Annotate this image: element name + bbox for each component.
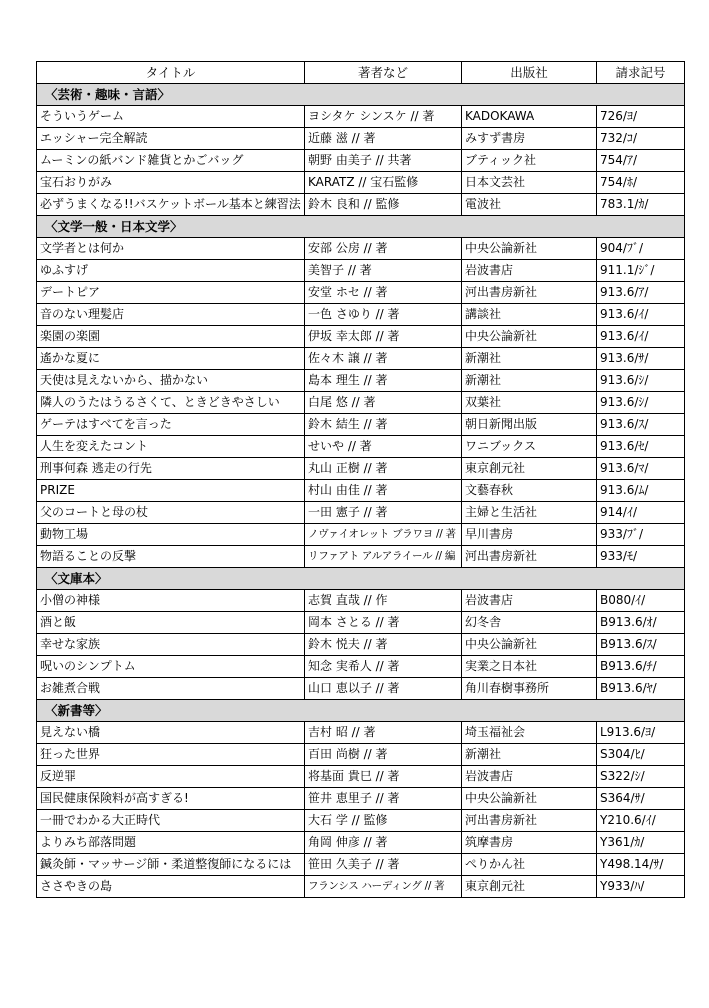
publisher-cell: 中央公論新社 (462, 326, 597, 348)
publisher-cell: 新潮社 (462, 744, 597, 766)
header-call-number: 請求記号 (597, 62, 685, 84)
author-cell: 伊坂 幸太郎 // 著 (305, 326, 462, 348)
table-row (37, 370, 685, 392)
header-publisher: 出版社 (462, 62, 597, 84)
author-cell: せいや // 著 (305, 436, 462, 458)
publisher-cell: 筑摩書房 (462, 832, 597, 854)
title-cell: エッシャー完全解読 (37, 128, 305, 150)
publisher-cell: ぺりかん社 (462, 854, 597, 876)
call-number-cell: 904/ﾌﾞ/ (597, 238, 685, 260)
table-row (37, 150, 685, 172)
table-row (37, 282, 685, 304)
table-row (37, 128, 685, 150)
book-list-body (37, 84, 685, 898)
call-number-cell: 913.6/ｼ/ (597, 392, 685, 414)
title-cell: ゆふすげ (37, 260, 305, 282)
author-cell: 大石 学 // 監修 (305, 810, 462, 832)
author-cell: 丸山 正樹 // 著 (305, 458, 462, 480)
call-number-cell: Y498.14/ｻ/ (597, 854, 685, 876)
title-cell: 文学者とは何か (37, 238, 305, 260)
title-cell: 酒と飯 (37, 612, 305, 634)
author-cell: 鈴木 悦夫 // 著 (305, 634, 462, 656)
author-cell: 知念 実希人 // 著 (305, 656, 462, 678)
title-cell: 音のない理髪店 (37, 304, 305, 326)
title-cell: 幸せな家族 (37, 634, 305, 656)
table-row (37, 502, 685, 524)
author-cell: ノヴァイオレット ブラワヨ // 著 (305, 524, 462, 546)
title-cell: 見えない橋 (37, 722, 305, 744)
call-number-cell: S322/ｼ/ (597, 766, 685, 788)
call-number-cell: L913.6/ﾖ/ (597, 722, 685, 744)
publisher-cell: 中央公論新社 (462, 238, 597, 260)
call-number-cell: 933/ﾌﾞ/ (597, 524, 685, 546)
table-row (37, 238, 685, 260)
publisher-cell: 河出書房新社 (462, 282, 597, 304)
call-number-cell: 933/ﾓ/ (597, 546, 685, 568)
table-row (37, 854, 685, 876)
call-number-cell: 914/ｲ/ (597, 502, 685, 524)
table-row (37, 348, 685, 370)
publisher-cell: 埼玉福祉会 (462, 722, 597, 744)
call-number-cell: 754/ｱ/ (597, 150, 685, 172)
publisher-cell: 新潮社 (462, 370, 597, 392)
author-cell: 村山 由佳 // 著 (305, 480, 462, 502)
author-cell: 鈴木 結生 // 著 (305, 414, 462, 436)
call-number-cell: S304/ﾋ/ (597, 744, 685, 766)
section-heading-row (37, 700, 685, 722)
section-heading-row (37, 216, 685, 238)
title-cell: 動物工場 (37, 524, 305, 546)
call-number-cell: B913.6/ﾁ/ (597, 656, 685, 678)
call-number-cell: 913.6/ｱ/ (597, 282, 685, 304)
call-number-cell: B913.6/ｽ/ (597, 634, 685, 656)
call-number-cell: 913.6/ｼ/ (597, 370, 685, 392)
table-row (37, 436, 685, 458)
publisher-cell: 岩波書店 (462, 590, 597, 612)
author-cell: 志賀 直哉 // 作 (305, 590, 462, 612)
publisher-cell: 中央公論新社 (462, 788, 597, 810)
publisher-cell: 講談社 (462, 304, 597, 326)
call-number-cell: 732/ｺ/ (597, 128, 685, 150)
call-number-cell: 913.6/ｾ/ (597, 436, 685, 458)
call-number-cell: 913.6/ｲ/ (597, 326, 685, 348)
publisher-cell: 電波社 (462, 194, 597, 216)
call-number-cell: B913.6/ﾔ/ (597, 678, 685, 700)
author-cell: 笹井 恵里子 // 著 (305, 788, 462, 810)
call-number-cell: 726/ﾖ/ (597, 106, 685, 128)
call-number-cell: 913.6/ｽ/ (597, 414, 685, 436)
table-row (37, 458, 685, 480)
table-row (37, 326, 685, 348)
author-cell: 山口 恵以子 // 著 (305, 678, 462, 700)
title-cell: 反逆罪 (37, 766, 305, 788)
title-cell: 必ずうまくなる!!バスケットボール基本と練習法 (37, 194, 305, 216)
author-cell: 一色 さゆり // 著 (305, 304, 462, 326)
publisher-cell: 文藝春秋 (462, 480, 597, 502)
call-number-cell: 913.6/ﾑ/ (597, 480, 685, 502)
author-cell: 佐々木 譲 // 著 (305, 348, 462, 370)
publisher-cell: 角川春樹事務所 (462, 678, 597, 700)
title-cell: 小僧の神様 (37, 590, 305, 612)
table-row (37, 414, 685, 436)
publisher-cell: 主婦と生活社 (462, 502, 597, 524)
publisher-cell: 岩波書店 (462, 260, 597, 282)
table-row (37, 172, 685, 194)
book-list-table (36, 61, 685, 898)
title-cell: 鍼灸師・マッサージ師・柔道整復師になるには (37, 854, 305, 876)
table-row (37, 744, 685, 766)
author-cell: フランシス ハーディング // 著 (305, 876, 462, 898)
call-number-cell: Y933/ﾊ/ (597, 876, 685, 898)
title-cell: よりみち部落問題 (37, 832, 305, 854)
title-cell: 刑事何森 逃走の行先 (37, 458, 305, 480)
title-cell: 父のコートと母の杖 (37, 502, 305, 524)
title-cell: 遙かな夏に (37, 348, 305, 370)
table-row (37, 612, 685, 634)
author-cell: 朝野 由美子 // 共著 (305, 150, 462, 172)
header-author: 著者など (305, 62, 462, 84)
table-row (37, 656, 685, 678)
title-cell: ささやきの島 (37, 876, 305, 898)
publisher-cell: 東京創元社 (462, 458, 597, 480)
table-row (37, 634, 685, 656)
table-row (37, 260, 685, 282)
table-row (37, 194, 685, 216)
call-number-cell: B080/ｲ/ (597, 590, 685, 612)
author-cell: 島本 理生 // 著 (305, 370, 462, 392)
call-number-cell: 911.1/ｼﾞ/ (597, 260, 685, 282)
author-cell: 笹田 久美子 // 著 (305, 854, 462, 876)
publisher-cell: 幻冬舎 (462, 612, 597, 634)
author-cell: KARATZ // 宝石監修 (305, 172, 462, 194)
call-number-cell: Y361/ｶ/ (597, 832, 685, 854)
section-heading: 〈新書等〉 (37, 700, 685, 722)
section-heading: 〈文学一般・日本文学〉 (37, 216, 685, 238)
publisher-cell: 実業之日本社 (462, 656, 597, 678)
title-cell: デートピア (37, 282, 305, 304)
table-row (37, 546, 685, 568)
publisher-cell: ブティック社 (462, 150, 597, 172)
table-row (37, 788, 685, 810)
table-row (37, 106, 685, 128)
title-cell: 天使は見えないから、描かない (37, 370, 305, 392)
section-heading: 〈文庫本〉 (37, 568, 685, 590)
table-row (37, 480, 685, 502)
title-cell: そういうゲーム (37, 106, 305, 128)
title-cell: ゲーテはすべてを言った (37, 414, 305, 436)
publisher-cell: 中央公論新社 (462, 634, 597, 656)
author-cell: 岡本 さとる // 著 (305, 612, 462, 634)
publisher-cell: みすず書房 (462, 128, 597, 150)
table-row (37, 392, 685, 414)
table-row (37, 832, 685, 854)
author-cell: 安堂 ホセ // 著 (305, 282, 462, 304)
call-number-cell: 913.6/ｻ/ (597, 348, 685, 370)
header-title: タイトル (37, 62, 305, 84)
title-cell: PRIZE (37, 480, 305, 502)
publisher-cell: 東京創元社 (462, 876, 597, 898)
call-number-cell: 783.1/ｶ/ (597, 194, 685, 216)
author-cell: 近藤 滋 // 著 (305, 128, 462, 150)
table-row (37, 766, 685, 788)
section-heading: 〈芸術・趣味・言語〉 (37, 84, 685, 106)
author-cell: ヨシタケ シンスケ // 著 (305, 106, 462, 128)
title-cell: 国民健康保険料が高すぎる! (37, 788, 305, 810)
table-row (37, 590, 685, 612)
table-row (37, 304, 685, 326)
author-cell: 美智子 // 著 (305, 260, 462, 282)
call-number-cell: 913.6/ｲ/ (597, 304, 685, 326)
call-number-cell: 913.6/ﾏ/ (597, 458, 685, 480)
publisher-cell: 早川書房 (462, 524, 597, 546)
author-cell: 将基面 貴巳 // 著 (305, 766, 462, 788)
author-cell: 百田 尚樹 // 著 (305, 744, 462, 766)
title-cell: 隣人のうたはうるさくて、ときどきやさしい (37, 392, 305, 414)
publisher-cell: 日本文芸社 (462, 172, 597, 194)
title-cell: 一冊でわかる大正時代 (37, 810, 305, 832)
title-cell: 楽園の楽園 (37, 326, 305, 348)
publisher-cell: ワニブックス (462, 436, 597, 458)
author-cell: 角岡 伸彦 // 著 (305, 832, 462, 854)
call-number-cell: 754/ﾎ/ (597, 172, 685, 194)
table-row (37, 524, 685, 546)
publisher-cell: KADOKAWA (462, 106, 597, 128)
title-cell: 宝石おりがみ (37, 172, 305, 194)
section-heading-row (37, 84, 685, 106)
table-row (37, 722, 685, 744)
publisher-cell: 河出書房新社 (462, 810, 597, 832)
table-row (37, 678, 685, 700)
publisher-cell: 朝日新聞出版 (462, 414, 597, 436)
table-row (37, 876, 685, 898)
title-cell: 人生を変えたコント (37, 436, 305, 458)
section-heading-row (37, 568, 685, 590)
author-cell: 安部 公房 // 著 (305, 238, 462, 260)
publisher-cell: 双葉社 (462, 392, 597, 414)
title-cell: 呪いのシンプトム (37, 656, 305, 678)
publisher-cell: 新潮社 (462, 348, 597, 370)
title-cell: お雑煮合戦 (37, 678, 305, 700)
author-cell: 一田 憲子 // 著 (305, 502, 462, 524)
title-cell: 物語ることの反撃 (37, 546, 305, 568)
title-cell: ムーミンの紙バンド雑貨とかごバッグ (37, 150, 305, 172)
publisher-cell: 岩波書店 (462, 766, 597, 788)
call-number-cell: B913.6/ｵ/ (597, 612, 685, 634)
header-row (37, 62, 685, 84)
title-cell: 狂った世界 (37, 744, 305, 766)
table-row (37, 810, 685, 832)
author-cell: 鈴木 良和 // 監修 (305, 194, 462, 216)
call-number-cell: S364/ｻ/ (597, 788, 685, 810)
author-cell: 吉村 昭 // 著 (305, 722, 462, 744)
author-cell: 白尾 悠 // 著 (305, 392, 462, 414)
publisher-cell: 河出書房新社 (462, 546, 597, 568)
author-cell: リファアト アルアライール // 編 (305, 546, 462, 568)
call-number-cell: Y210.6/ｲ/ (597, 810, 685, 832)
